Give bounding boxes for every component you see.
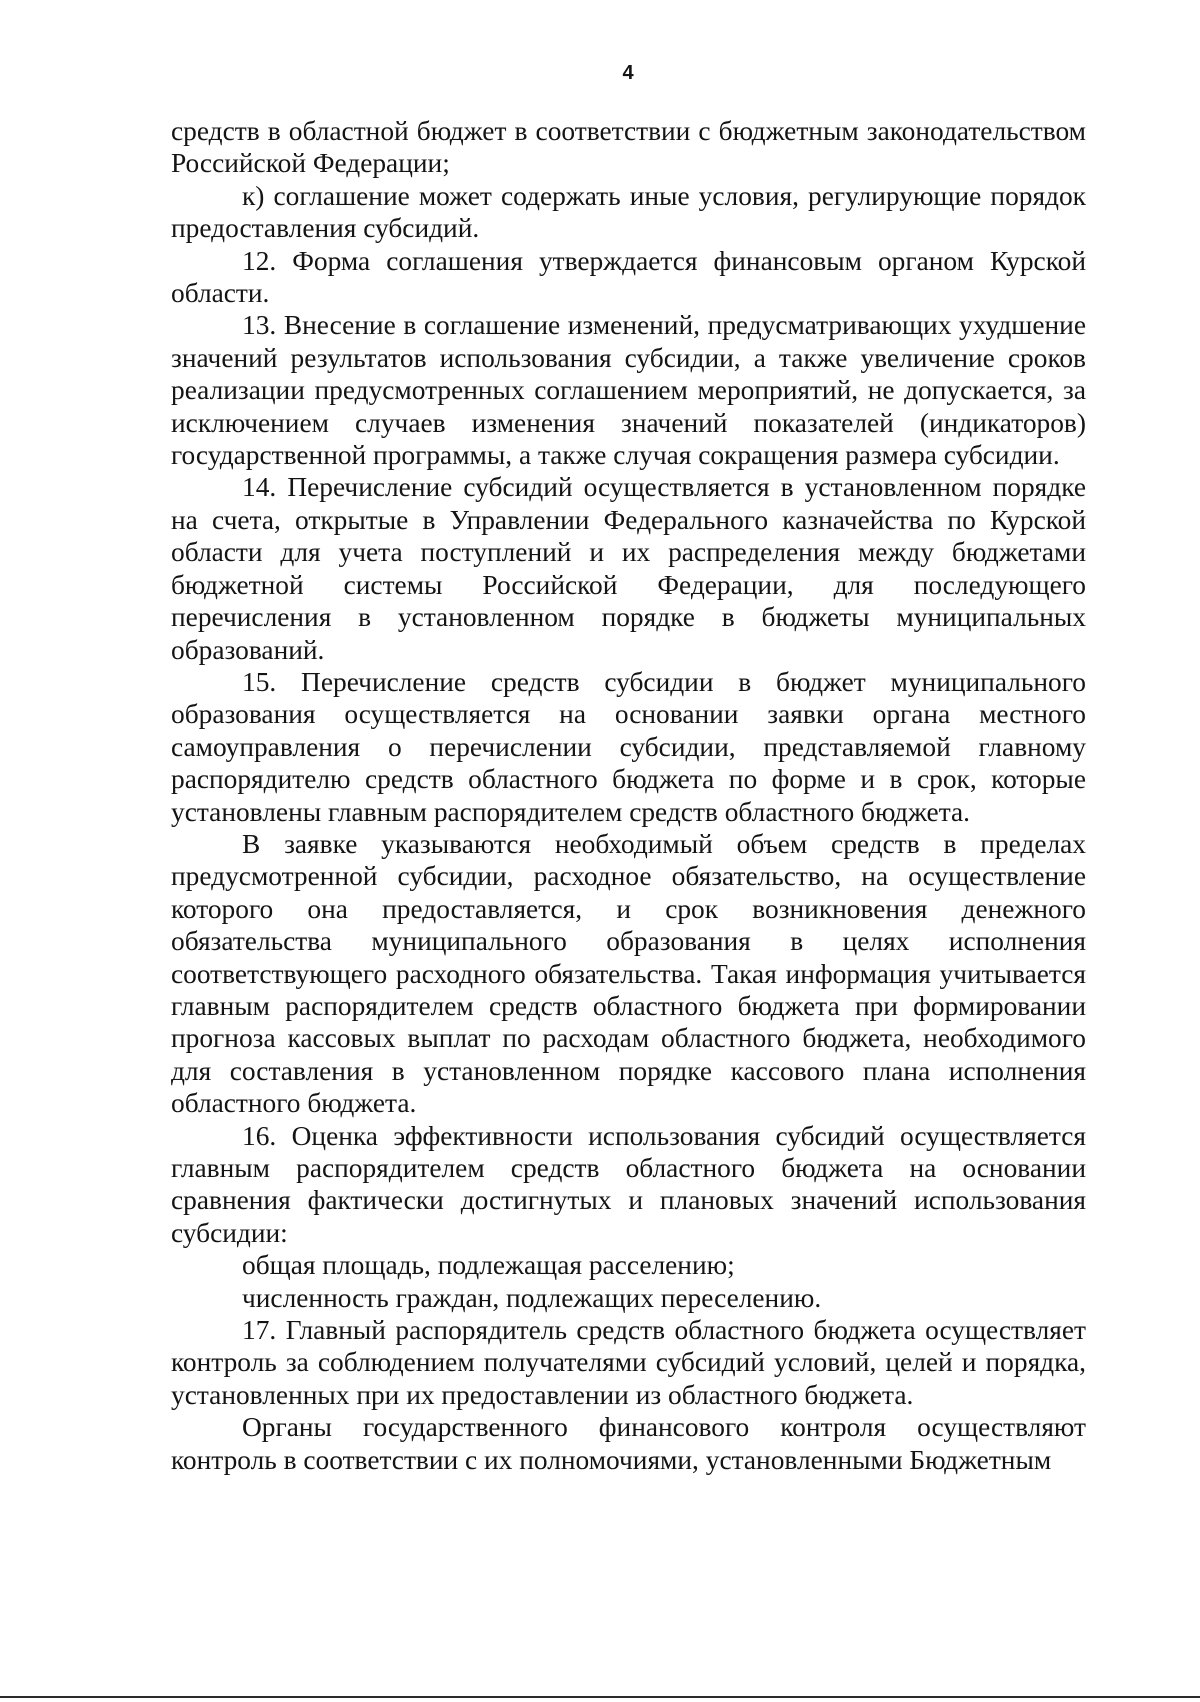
page-number: 4 — [622, 62, 634, 84]
paragraph-14: 14. Перечисление субсидий осуществляется в установленном порядке на счета, открытые в Управлении Федерального казначейства по Курской области для учета поступлений и их распределения между бюджетами бюджетной системы Российской Федерации, для последующего перечисления в установленном порядке в бюджеты муниципальных образований. — [171, 472, 1086, 665]
paragraph-13: 13. Внесение в соглашение изменений, предусматривающих ухудшение значений результатов использования субсидии, а также увеличение сроков реализации предусмотренных соглашением мероприятий, не допускается, за исключением случаев изменения значений показателей (индикаторов) государственной программы, а также случая сокращения размера субсидии. — [171, 310, 1086, 471]
paragraph-16: 16. Оценка эффективности использования субсидий осуществляется главным распорядителем средств областного бюджета на основании сравнения фактически достигнутых и плановых значений использования субсидии: — [171, 1120, 1086, 1248]
list-item-citizens: численность граждан, подлежащих переселению. — [242, 1282, 822, 1313]
paragraph-15: 15. Перечисление средств субсидии в бюджет муниципального образования осуществляется на основании заявки органа местного самоуправления о перечислении субсидии, представляемой главному распорядителю средств областного бюджета по форме и в срок, которые установлены главным распорядителем средств областного бюджета. — [171, 666, 1086, 827]
paragraph-continuation: средств в областной бюджет в соответствии с бюджетным законодательством Российской Федерации; — [171, 116, 1086, 179]
paragraph-item-k: к) соглашение может содержать иные условия, регулирующие порядок предоставления субсидий. — [171, 180, 1086, 244]
paragraph-12: 12. Форма соглашения утверждается финансовым органом Курской области. — [171, 245, 1086, 309]
scan-bottom-edge — [0, 1696, 1200, 1698]
list-item-area: общая площадь, подлежащая расселению; — [242, 1250, 735, 1281]
paragraph-17-control: Органы государственного финансового контроля осуществляют контроль в соответствии с их полномочиями, установленными Бюджетным — [171, 1412, 1086, 1475]
paragraph-17: 17. Главный распорядитель средств областного бюджета осуществляет контроль за соблюдением получателями субсидий условий, целей и порядка, установленных при их предоставлении из областного бюджета. — [171, 1315, 1086, 1410]
paragraph-15-application: В заявке указываются необходимый объем средств в пределах предусмотренной субсидии, расходное обязательство, на осуществление которого она предоставляется, и срок возникновения денежного обязательства муниципального образования в целях исполнения соответствующего расходного обязательства. Такая информация учитывается главным распорядителем средств областного бюджета при формировании прогноза кассовых выплат по расходам областного бюджета, необходимого для составления в установленном порядке кассового плана исполнения областного бюджета. — [171, 828, 1086, 1119]
document-body — [171, 115, 1086, 1476]
